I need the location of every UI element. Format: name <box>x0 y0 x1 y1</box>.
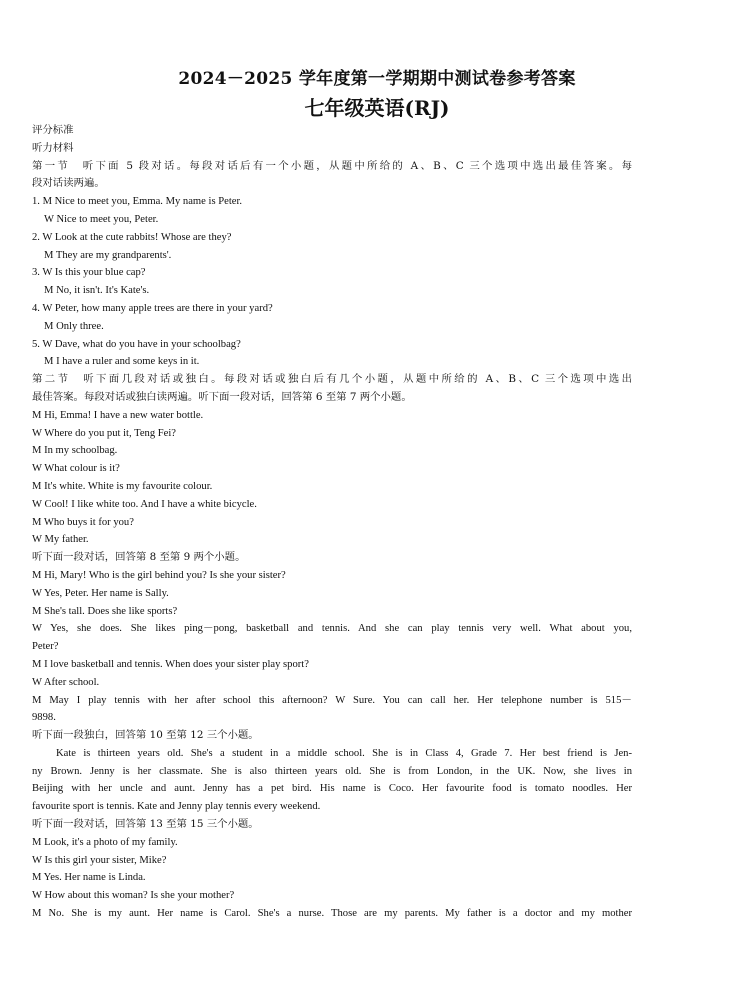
text-line: ny Brown. Jenny is her classmate. She is also thirteen years old. She is from London, in the UK. Now, she lives in <box>32 765 632 777</box>
text-line: M They are my grandparents'. <box>44 249 172 261</box>
text-line: 第二节 听下面几段对话或独白。每段对话或独白后有几个小题，从题中所给的 A、B、C 三个选项中选出 <box>32 373 632 386</box>
text-line: W Nice to meet you, Peter. <box>44 213 159 225</box>
document-title: 2024－2025 学年度第一学期期中测试卷参考答案 <box>178 69 576 89</box>
text-line: M No, it isn't. It's Kate's. <box>44 285 150 297</box>
text-line: Peter? <box>32 641 59 653</box>
text-line: Kate is thirteen years old. She's a student in a middle school. She is in Class 4, Grade 7. Her best friend is Jen- <box>56 747 632 759</box>
text-line: W My father. <box>32 534 89 546</box>
text-line: M She's tall. Does she like sports? <box>32 605 178 617</box>
text-line: 听下面一段对话，回答第 8 至第 9 两个小题。 <box>32 551 246 564</box>
text-line: 3. W Is this your blue cap? <box>32 267 146 279</box>
text-line: 段对话读两遍。 <box>32 177 105 190</box>
text-line: 1. M Nice to meet you, Emma. My name is Peter. <box>32 196 243 208</box>
text-line: 5. W Dave, what do you have in your schoolbag? <box>32 338 241 350</box>
text-line: W Cool! I like white too. And I have a white bicycle. <box>32 498 257 510</box>
text-line: M I love basketball and tennis. When does your sister play sport? <box>32 658 309 670</box>
text-line: W Yes, she does. She likes ping－pong, basketball and tennis. And she can play tennis very well. What about you, <box>32 623 632 635</box>
text-line: 9898. <box>32 712 56 724</box>
text-line: M In my schoolbag. <box>32 445 118 457</box>
text-line: W Is this girl your sister, Mike? <box>32 854 167 866</box>
text-line: M Look, it's a photo of my family. <box>32 836 178 848</box>
text-line: 听下面一段对话，回答第 13 至第 15 三个小题。 <box>32 818 259 831</box>
text-line: 2. W Look at the cute rabbits! Whose are they? <box>32 231 232 243</box>
text-line: favourite sport is tennis. Kate and Jenny play tennis every weekend. <box>32 801 321 813</box>
text-line: Beijing with her uncle and aunt. Jenny has a pet bird. His name is Coco. Her favourite food is tomato noodles. Her <box>32 783 632 795</box>
text-line: 第一节 听下面 5 段对话。每段对话后有一个小题，从题中所给的 A、B、C 三个选项中选出最佳答案。每 <box>32 159 632 172</box>
text-line: W How about this woman? Is she your mother? <box>32 890 235 902</box>
text-line: W Yes, Peter. Her name is Sally. <box>32 587 169 599</box>
text-line: M Hi, Mary! Who is the girl behind you? Is she your sister? <box>32 569 286 581</box>
text-line: 最佳答案。每段对话或独白读两遍。听下面一段对话，回答第 6 至第 7 两个小题。 <box>32 390 412 403</box>
text-line: W What colour is it? <box>32 463 120 475</box>
text-line: M Who buys it for you? <box>32 516 134 528</box>
text-line: M I have a ruler and some keys in it. <box>44 356 200 368</box>
listening-transcript <box>32 122 632 923</box>
text-line: M It's white. White is my favourite colour. <box>32 480 213 492</box>
text-line: W Where do you put it, Teng Fei? <box>32 427 177 439</box>
text-line: W After school. <box>32 676 100 688</box>
text-line: 评分标准 <box>32 124 74 136</box>
text-line: M May I play tennis with her after school this afternoon? W Sure. You can call her. Her telephone number is 515－ <box>32 694 632 706</box>
text-line: M Hi, Emma! I have a new water bottle. <box>32 409 204 421</box>
text-line: M Yes. Her name is Linda. <box>32 872 146 884</box>
text-line: M No. She is my aunt. Her name is Carol. She's a nurse. Those are my parents. My father is a doctor and my mother <box>32 908 632 920</box>
text-line: 听力材料 <box>32 141 74 154</box>
text-line: M Only three. <box>44 320 104 332</box>
document-subtitle: 七年级英语(RJ) <box>304 96 450 120</box>
text-line: 4. W Peter, how many apple trees are there in your yard? <box>32 302 273 314</box>
text-line: 听下面一段独白，回答第 10 至第 12 三个小题。 <box>32 729 259 742</box>
